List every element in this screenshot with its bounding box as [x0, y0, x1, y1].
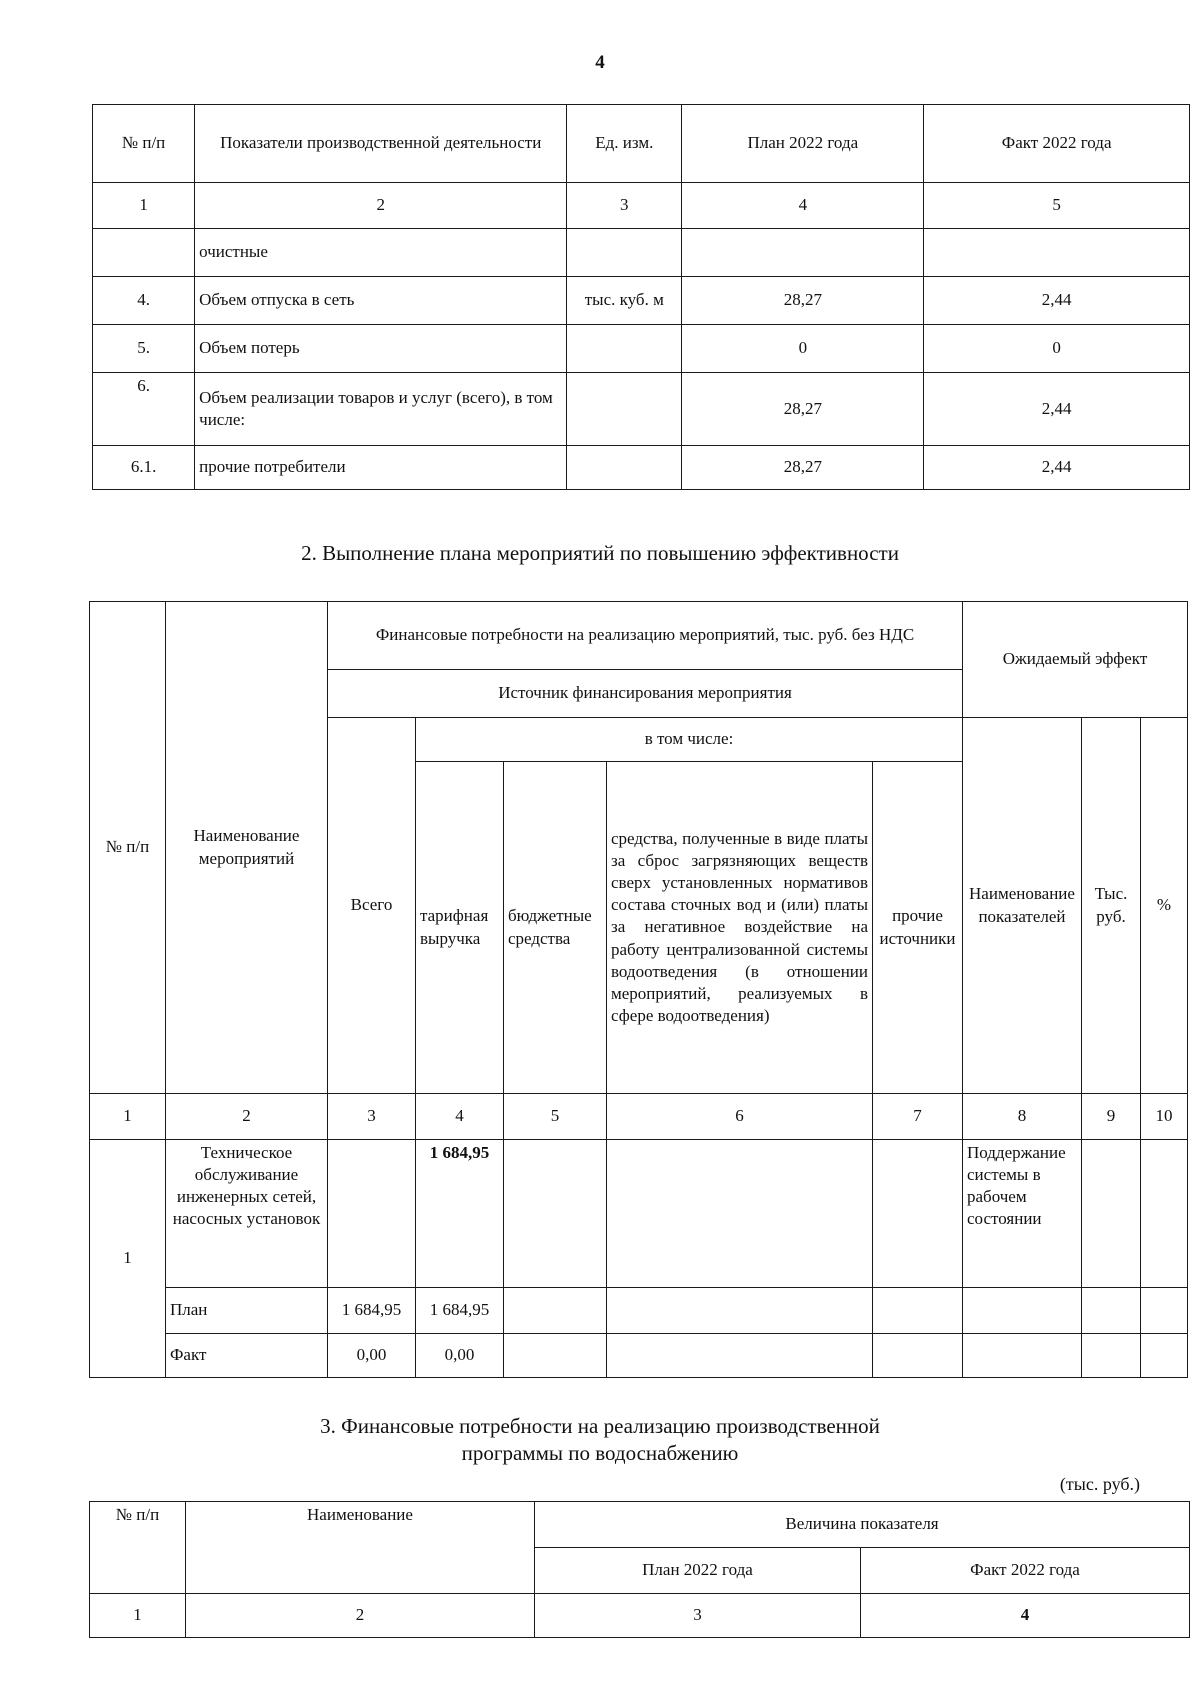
- row-name: Объем потерь: [195, 325, 567, 373]
- table-row: [93, 325, 1190, 373]
- header-unit: Ед. изм.: [567, 105, 682, 183]
- row-unit: [567, 325, 682, 373]
- item-other: [873, 1140, 963, 1288]
- plan-total: 1 684,95: [328, 1288, 416, 1334]
- page-number: 4: [595, 52, 605, 73]
- col-number: 4: [416, 1094, 504, 1140]
- row-num: [93, 229, 195, 277]
- header-tariff: тарифная выручка: [416, 762, 504, 1094]
- header-plan: План 2022 года: [535, 1548, 861, 1594]
- header-plan: План 2022 года: [682, 105, 924, 183]
- header-including: в том числе:: [416, 718, 963, 762]
- production-indicators-table: [92, 104, 1190, 490]
- header-thous: Тыс. руб.: [1082, 718, 1141, 1094]
- table-row: [90, 1334, 1188, 1378]
- col-number: 3: [328, 1094, 416, 1140]
- header-fees: средства, полученные в виде платы за сброс загрязняющих веществ сверх установленных нормативов состава сточных вод и (или) платы за негативное воздействие на работу централизованной системы водоотведения (в отношении мероприятий, реализуемых в сфере водоотведения): [607, 762, 873, 1094]
- row-fact: 2,44: [924, 373, 1190, 446]
- row-plan: 0: [682, 325, 924, 373]
- col-number: 3: [535, 1594, 861, 1638]
- header-percent: %: [1141, 718, 1188, 1094]
- col-number: 2: [186, 1594, 535, 1638]
- row-fact: 2,44: [924, 446, 1190, 490]
- col-number: 2: [166, 1094, 328, 1140]
- fact-total: 0,00: [328, 1334, 416, 1378]
- item-num: 1: [90, 1140, 166, 1378]
- table-row: [93, 277, 1190, 325]
- item-budget: [504, 1140, 607, 1288]
- fact-tariff: 0,00: [416, 1334, 504, 1378]
- header-indicator: Показатели производственной деятельности: [195, 105, 567, 183]
- header-source: Источник финансирования мероприятия: [328, 670, 963, 718]
- header-name: Наименование мероприятий: [166, 602, 328, 1094]
- plan-tariff: 1 684,95: [416, 1288, 504, 1334]
- header-other: прочие источники: [873, 762, 963, 1094]
- col-number: 4: [861, 1594, 1190, 1638]
- financial-needs-table: [89, 1501, 1190, 1638]
- row-fact: 2,44: [924, 277, 1190, 325]
- row-name: прочие потребители: [195, 446, 567, 490]
- plan-label: План: [166, 1288, 328, 1334]
- item-tariff: 1 684,95: [416, 1140, 504, 1288]
- col-number: 9: [1082, 1094, 1141, 1140]
- col-number: 5: [504, 1094, 607, 1140]
- row-fact: 0: [924, 325, 1190, 373]
- row-plan: [682, 229, 924, 277]
- row-unit: [567, 229, 682, 277]
- col-number: 7: [873, 1094, 963, 1140]
- header-num: № п/п: [90, 602, 166, 1094]
- row-num: 4.: [93, 277, 195, 325]
- section-3-title-line1: 3. Финансовые потребности на реализацию производственной: [320, 1414, 880, 1438]
- item-percent: [1141, 1140, 1188, 1288]
- header-num: № п/п: [93, 105, 195, 183]
- table-row: [93, 373, 1190, 446]
- table-row: [90, 1140, 1188, 1288]
- row-plan: 28,27: [682, 277, 924, 325]
- col-number: 2: [195, 183, 567, 229]
- row-name: очистные: [195, 229, 567, 277]
- row-num: 6.: [93, 373, 195, 446]
- row-num: 5.: [93, 325, 195, 373]
- item-thous: [1082, 1140, 1141, 1288]
- header-name: Наименование: [186, 1502, 535, 1594]
- col-number: 1: [93, 183, 195, 229]
- header-indicator: Наименование показателей: [963, 718, 1082, 1094]
- header-budget: бюджетные средства: [504, 762, 607, 1094]
- row-unit: тыс. куб. м: [567, 277, 682, 325]
- row-fact: [924, 229, 1190, 277]
- item-name: Техническое обслуживание инженерных сетей, насосных установок: [166, 1140, 328, 1288]
- table-row: [93, 446, 1190, 490]
- col-number: 5: [924, 183, 1190, 229]
- item-effect: Поддержание системы в рабочем состоянии: [963, 1140, 1082, 1288]
- row-plan: 28,27: [682, 373, 924, 446]
- col-number: 8: [963, 1094, 1082, 1140]
- row-num: 6.1.: [93, 446, 195, 490]
- section-3-title: [0, 1413, 1200, 1468]
- efficiency-measures-table: [89, 601, 1188, 1378]
- row-unit: [567, 446, 682, 490]
- col-number: 1: [90, 1094, 166, 1140]
- row-name: Объем реализации товаров и услуг (всего), в том числе:: [195, 373, 567, 446]
- col-number: 3: [567, 183, 682, 229]
- header-num: № п/п: [90, 1502, 186, 1594]
- col-number: 4: [682, 183, 924, 229]
- header-fact: Факт 2022 года: [861, 1548, 1190, 1594]
- row-unit: [567, 373, 682, 446]
- item-total: [328, 1140, 416, 1288]
- col-number: 10: [1141, 1094, 1188, 1140]
- row-name: Объем отпуска в сеть: [195, 277, 567, 325]
- fact-label: Факт: [166, 1334, 328, 1378]
- section-2-title: 2. Выполнение плана мероприятий по повышению эффективности: [301, 541, 899, 565]
- section-3-title-line2: программы по водоснабжению: [461, 1441, 739, 1466]
- col-number: 1: [90, 1594, 186, 1638]
- col-number: 6: [607, 1094, 873, 1140]
- item-fees: [607, 1140, 873, 1288]
- row-plan: 28,27: [682, 446, 924, 490]
- unit-note: (тыс. руб.): [1059, 1474, 1140, 1494]
- header-total: Всего: [328, 718, 416, 1094]
- table-row: [90, 1288, 1188, 1334]
- header-fin-needs: Финансовые потребности на реализацию мероприятий, тыс. руб. без НДС: [328, 602, 963, 670]
- header-fact: Факт 2022 года: [924, 105, 1190, 183]
- header-effect: Ожидаемый эффект: [963, 602, 1188, 718]
- table-row: [93, 229, 1190, 277]
- header-value: Величина показателя: [535, 1502, 1190, 1548]
